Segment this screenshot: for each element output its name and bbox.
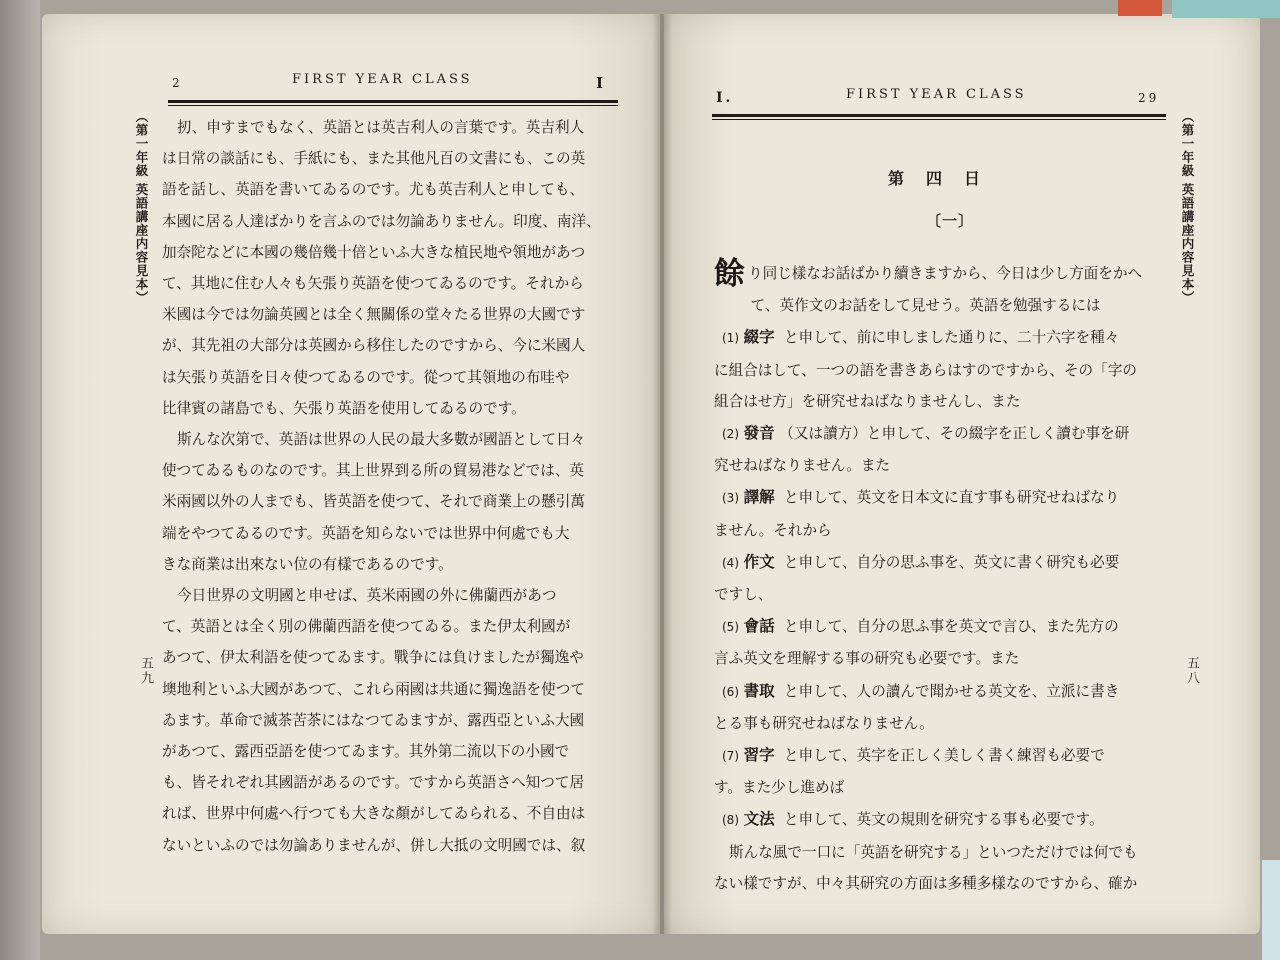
list-item: (5) 會話 と申して、自分の思ふ事を英文で言ひ、また先方の — [722, 616, 1119, 636]
text-line: 使つてゐるものなのです。其上世界到る所の貿易港などでは、英 — [162, 462, 585, 480]
text-line: 比律賓の諸島でも、矢張り英語を使用してゐるのです。 — [162, 399, 526, 417]
list-item: (6) 書取 と申して、人の讀んで聞かせる英文を、立派に書き — [722, 680, 1120, 700]
red-bookmark-tab — [1118, 0, 1162, 16]
list-item: (2) 發音 （又は讀方）と申して、その綴字を正しく讀む事を研 — [722, 423, 1130, 443]
text-line: 墺地利といふ大國があつて、これら兩國は共通に獨逸語を使つて — [162, 680, 585, 698]
right-folio: 五八 — [1184, 656, 1199, 686]
text-line: 米國は今では勿論英國とは全く無關係の堂々たる世界の大國です — [162, 306, 586, 324]
text-line: て、英語とは全く別の佛蘭西語を使つてゐる。また伊太利國が — [162, 618, 571, 636]
teal-bookmark-tab — [1172, 0, 1280, 18]
left-margin-note: （第一年級 英語講座内容見本） — [134, 110, 149, 305]
left-page-number: 2 — [172, 76, 183, 90]
right-running-title: FIRST YEAR CLASS — [846, 87, 1027, 102]
text-line: 言ふ英文を理解する事の研究も必要です。また — [714, 650, 1020, 668]
text-line: れば、世界中何處へ行つても大きな顏がしてゐられる、不自由は — [162, 805, 586, 823]
right-header-rule — [712, 114, 1166, 117]
section-number: 〔一〕 — [926, 212, 975, 230]
text-line: ません。それから — [714, 521, 832, 539]
right-margin-note: （第一年級 英語講座内容見本） — [1180, 110, 1195, 305]
text-line: す。また少し進めば — [714, 779, 845, 797]
list-item: (7) 習字 と申して、英字を正しく美しく書く練習も必要で — [722, 745, 1105, 765]
text-line: 餘り同じ樣なお話ばかり續きますから、今日は少し方面をかへ — [714, 256, 1143, 292]
text-line: きな商業は出來ない位の有樣であるのです。 — [162, 555, 453, 573]
text-line: 斯んな風で一口に「英語を研究する」といつただけでは何でも — [729, 843, 1138, 861]
list-item: (4) 作文 と申して、自分の思ふ事を、英文に書く研究も必要 — [722, 551, 1120, 571]
text-line: 本國に居る人達ばかりを言ふのでは勿論ありません。印度、南洋、 — [162, 212, 601, 230]
right-section-mark: I. — [716, 90, 734, 106]
book-gutter — [652, 14, 672, 934]
right-header-rule-thin — [712, 119, 1166, 120]
list-item: (3) 譯解 と申して、英文を日本文に直す事も研究せねばなり — [722, 487, 1120, 507]
text-line: も、皆それぞれ其國語があるのです。ですから英語さへ知つて居 — [162, 774, 585, 792]
text-line: 語を話し、英語を書いてゐるのです。尤も英吉利人と申しても、 — [162, 181, 585, 199]
text-line: 米兩國以外の人までも、皆英語を使つて、それで商業上の懸引萬 — [162, 493, 585, 511]
text-line: は日常の談話にも、手紙にも、また其他凡百の文書にも、この英 — [162, 150, 586, 168]
text-line: あつて、伊太利語を使つてゐます。戰争には負けましたが獨逸や — [162, 649, 584, 667]
day-title: 第四日 — [888, 169, 1003, 188]
right-body-text — [714, 258, 1142, 899]
text-line: て、其地に住む人々も矢張り英語を使つてゐるのです。それから — [162, 275, 584, 293]
book-shadow — [0, 0, 40, 960]
text-line: 斯んな次第で、英語は世界の人民の最大多數が國語として日々 — [177, 431, 586, 449]
text-line: ですし、 — [714, 586, 773, 604]
left-section-mark: I — [596, 74, 607, 92]
text-line: ない樣ですが、中々其研究の方面は多種多樣なのですから、確か — [714, 874, 1138, 892]
left-running-title: FIRST YEAR CLASS — [292, 72, 473, 87]
text-line: 究せねばなりません。また — [714, 457, 891, 475]
left-body-text — [162, 112, 601, 861]
text-line: ゐます。革命で滅茶苦茶にはなつてゐますが、露西亞といふ大國 — [162, 711, 585, 729]
list-item: (8) 文法 と申して、英文の規則を研究する事も必要です。 — [722, 809, 1104, 829]
left-header-rule — [168, 100, 618, 103]
text-line: は矢張り英語を日々使つてゐるのです。從つて其領地の布哇や — [162, 368, 570, 386]
list-item: (1) 綴字 と申して、前に申しました通りに、二十六字を種々 — [722, 327, 1120, 347]
text-line: ないといふのでは勿論ありませんが、併し大抵の文明國では、叙 — [162, 836, 586, 854]
text-line: 加奈陀などに本國の幾倍幾十倍といふ大きな植民地や領地があつ — [162, 243, 586, 261]
text-line: 組合はせ方」を研究せねばなりませんし、また — [714, 392, 1021, 410]
text-line: に組合はして、一つの語を書きあらはすのですから、その「字の — [714, 361, 1137, 379]
blue-book-edge — [1262, 860, 1280, 960]
text-line: 今日世界の文明國と申せば、英米兩國の外に佛蘭西があつ — [177, 587, 557, 605]
text-line: 扨、申すまでもなく、英語とは英吉利人の言葉です。英吉利人 — [177, 119, 585, 136]
left-folio: 五九 — [138, 656, 153, 686]
drop-initial: 餘 — [714, 256, 745, 292]
left-header-rule-thin — [168, 105, 618, 106]
text-line: 端をやつてゐるのです。英語を知らないでは世界中何處でも大 — [162, 524, 570, 542]
text-line: があつて、露西亞語を使つてゐます。其外第二流以下の小國で — [162, 743, 570, 761]
text-line: とる事も研究せねばなりません。 — [714, 714, 934, 732]
text-line: が、其先祖の大部分は英國から移住したのですから、今に米國人 — [162, 337, 586, 355]
right-page-number: 29 — [1138, 91, 1160, 105]
text-line: て、英作文のお話をして見せう。英語を勉强するには — [736, 297, 1101, 315]
